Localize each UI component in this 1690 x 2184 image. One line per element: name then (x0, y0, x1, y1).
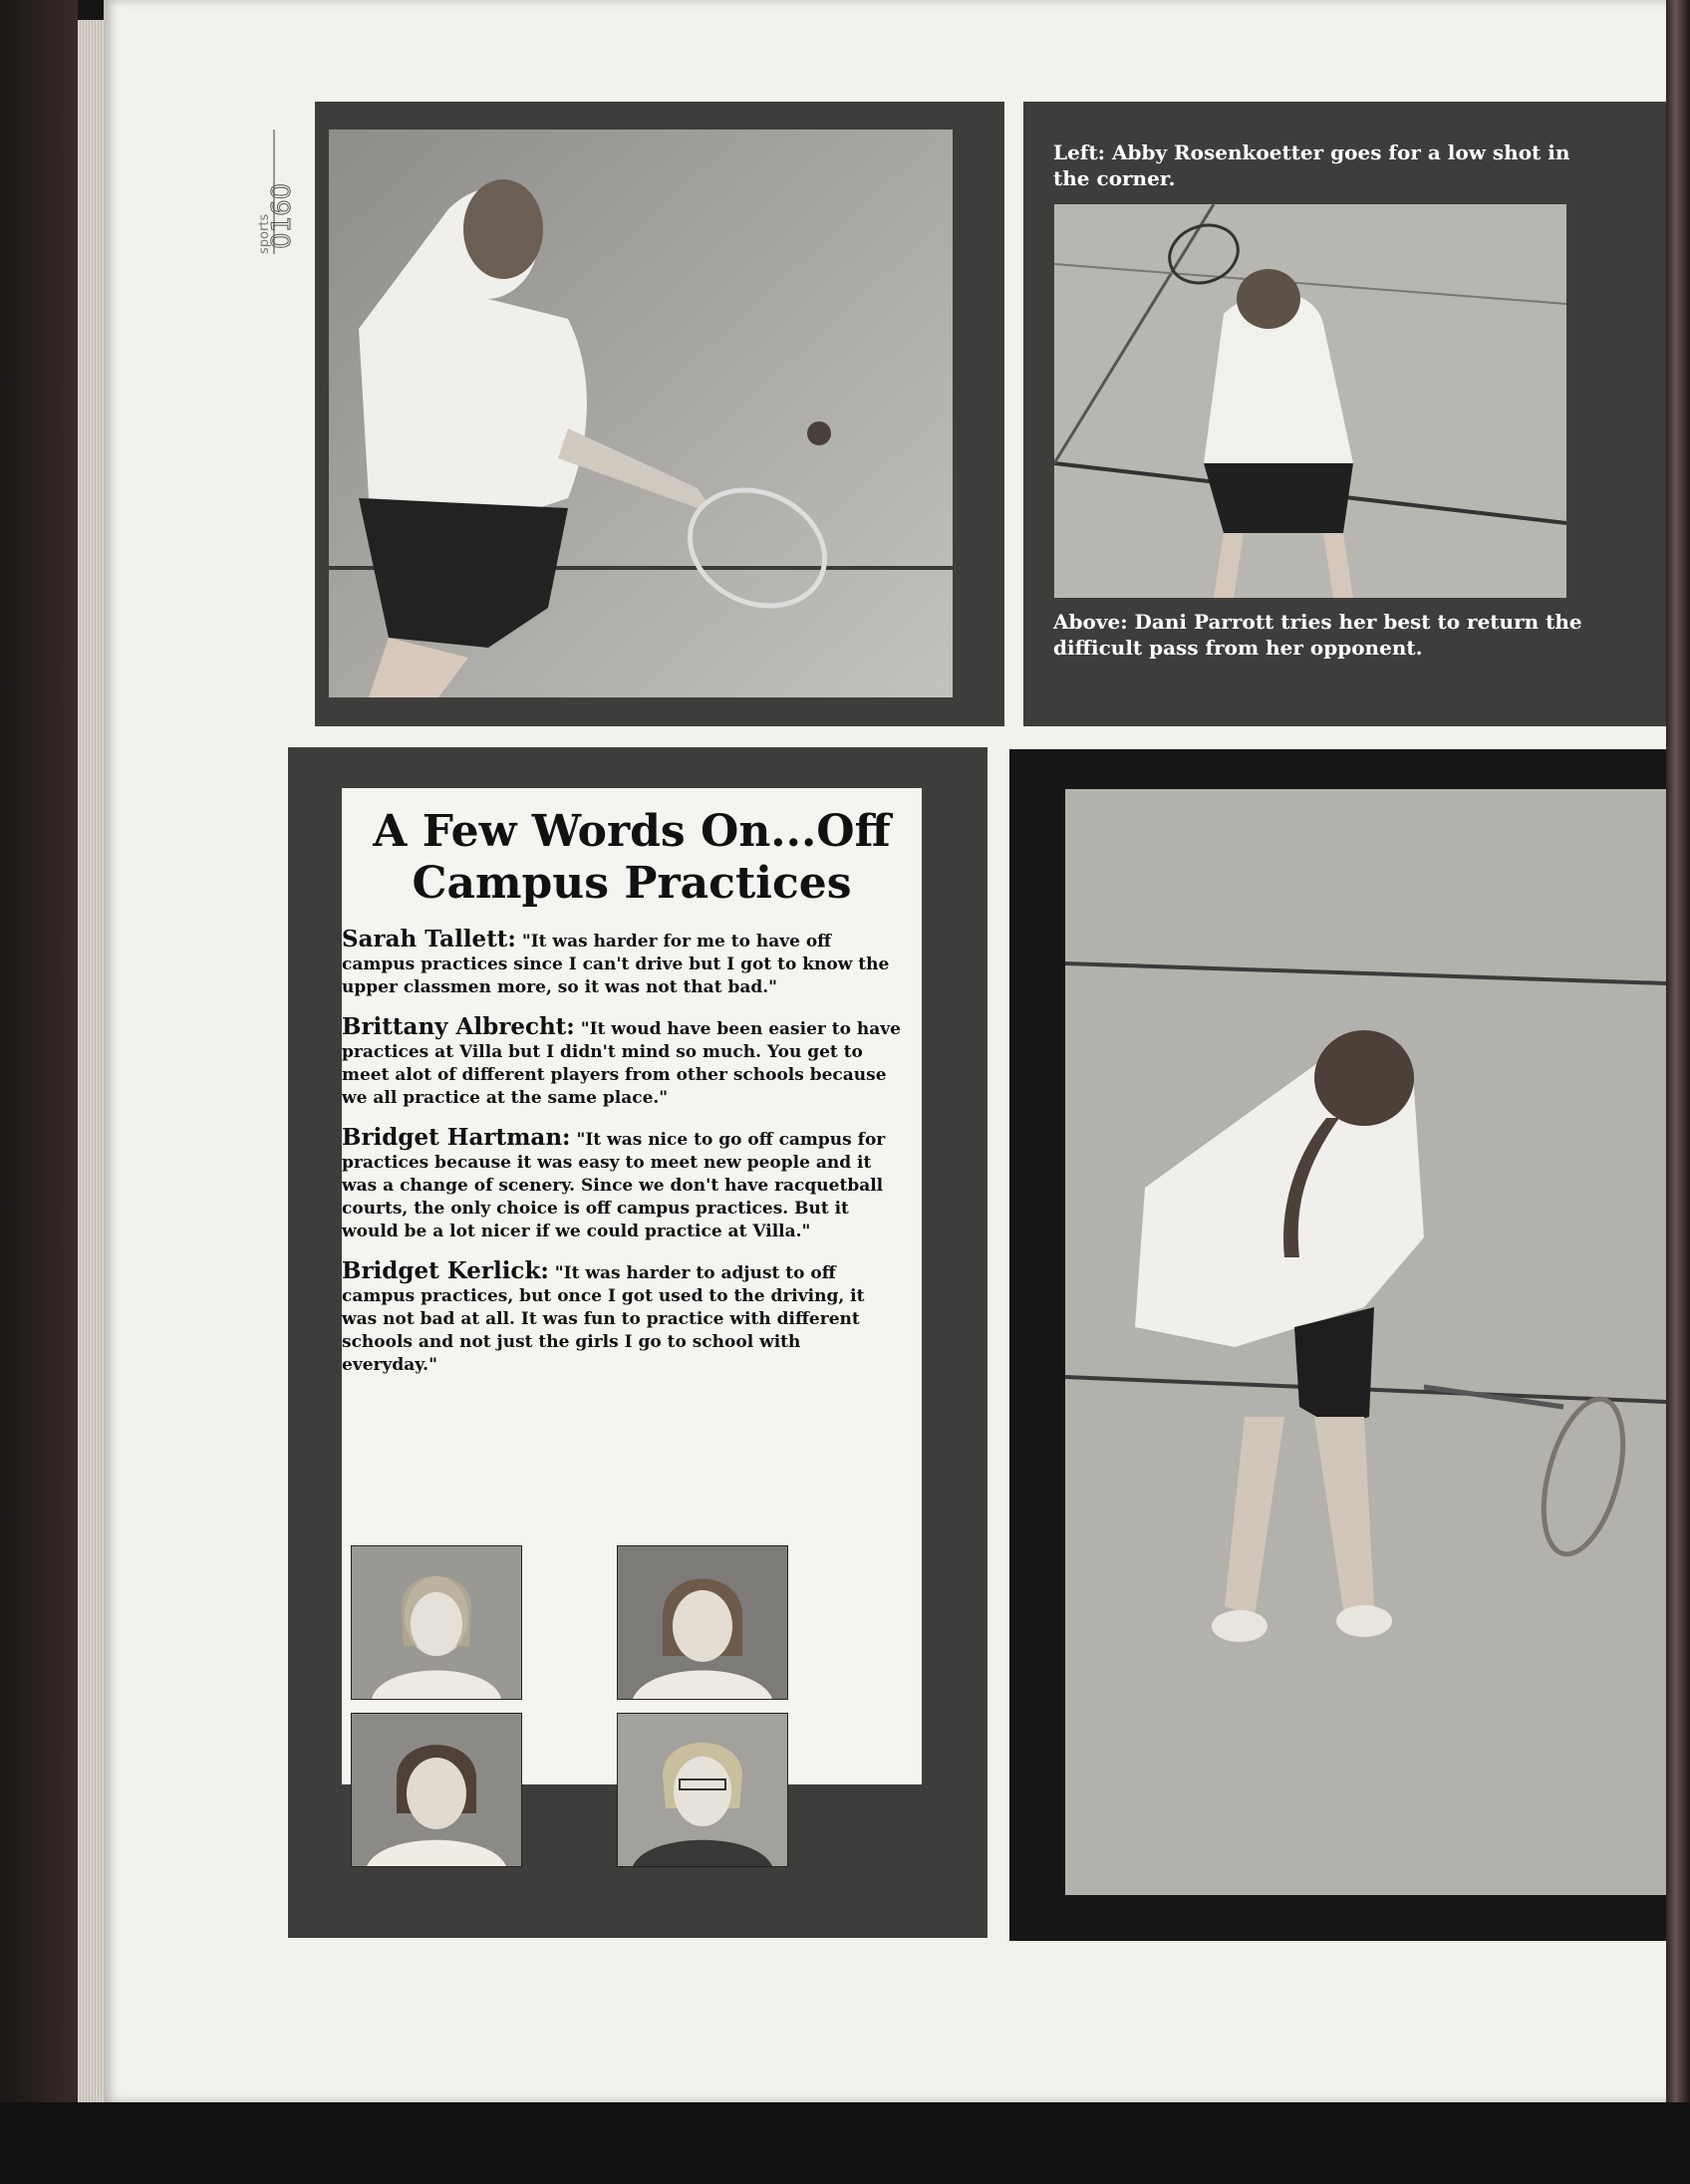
quote-bridget-hartman (342, 1126, 902, 1243)
article-headline (342, 806, 922, 910)
photo-right-top (1054, 204, 1566, 598)
quote-text: "It was nice to go off campus for practices because it was easy to meet new people and it was a change of scenery. Since we don't have racquetball courts, the only choice is off campus practices. But it would be a lot nicer if we could practice at Villa." (342, 1130, 886, 1241)
quote-brittany-albrecht (342, 1015, 902, 1110)
quote-name: Bridget Kerlick: (342, 1257, 549, 1284)
book-binding (0, 0, 78, 2184)
caption-above: Above: Dani Parrott tries her best to return the difficult pass from her opponent. (1053, 610, 1582, 660)
quote-text: "It was harder for me to have off campus practices since I can't drive but I got to know the upper classmen more, so it was not that bad." (342, 932, 890, 997)
quote-name: Brittany Albrecht: (342, 1013, 575, 1040)
quote-name: Sarah Tallett: (342, 926, 516, 953)
quotes-list (342, 928, 902, 1393)
portrait-photo (617, 1545, 788, 1700)
folio (254, 110, 294, 259)
headline-line-2: Campus Practices (412, 858, 852, 909)
caption-left: Left: Abby Rosenkoetter goes for a low shot in the corner. (1053, 140, 1570, 190)
portrait-grid (406, 1545, 844, 1864)
article-box (342, 788, 922, 1784)
headline-line-1: A Few Words On...Off (373, 806, 891, 857)
bottom-shadow (0, 2102, 1690, 2184)
facing-page-edge (1666, 0, 1690, 2184)
portrait-photo (351, 1545, 522, 1700)
quote-text: "It was harder to adjust to off campus practices, but once I got used to the driving, it was not bad at all. It was fun to practice with different schools and not just the girls I go to school with everyday." (342, 1263, 865, 1375)
portrait-photo (351, 1713, 522, 1867)
folio-section: sports (257, 213, 272, 254)
quote-text: "It woud have been easier to have practices at Villa but I didn't mind so much. You get to meet alot of different players from other schools because we all practice at the same place." (342, 1019, 901, 1108)
photo-right-bottom (1065, 789, 1666, 1895)
quote-sarah-tallett (342, 928, 902, 999)
quote-name: Bridget Hartman: (342, 1124, 571, 1151)
folio-page-number: 0160 (267, 182, 294, 249)
photo-left-top (329, 130, 953, 697)
portrait-photo (617, 1713, 788, 1867)
quote-bridget-kerlick (342, 1259, 902, 1377)
